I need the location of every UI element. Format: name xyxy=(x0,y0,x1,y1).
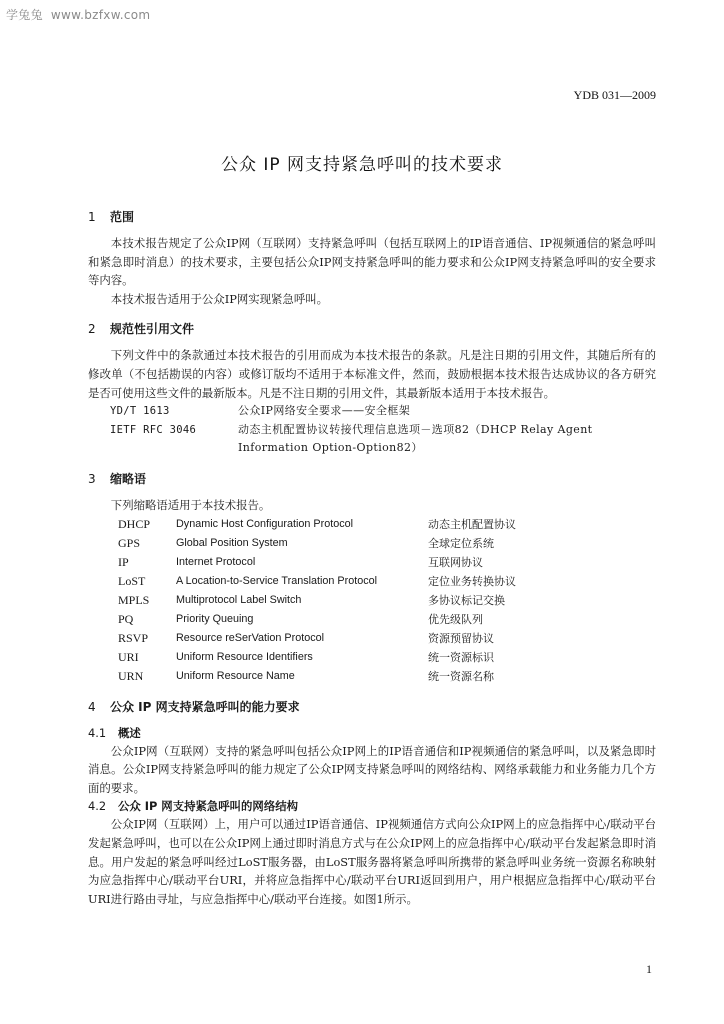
abbr-full: Uniform Resource Identifiers xyxy=(176,650,313,663)
section-3-heading xyxy=(88,470,656,488)
abbr-full: A Location-to-Service Translation Protocol xyxy=(176,574,378,587)
page-number: 1 xyxy=(646,962,652,976)
reference-name: 公众IP网络安全要求——安全框架 xyxy=(238,404,411,418)
subsection-title: 概述 xyxy=(118,725,141,740)
reference-code: IETF RFC 3046 xyxy=(110,423,197,436)
document-title: 公众 IP 网支持紧急呼叫的技术要求 xyxy=(220,155,504,175)
reference-row xyxy=(88,421,656,458)
abbr: MPLS xyxy=(118,592,150,607)
section-1-heading xyxy=(88,208,656,226)
abbr: DHCP xyxy=(118,516,151,531)
abbreviation-row xyxy=(118,534,656,553)
section-4-2-heading xyxy=(88,797,656,815)
abbr: IP xyxy=(118,554,129,569)
section-1-paragraph-2: 本技术报告适用于公众IP网实现紧急呼叫。 xyxy=(110,291,328,306)
abbreviation-row xyxy=(118,553,656,572)
abbr-full: Internet Protocol xyxy=(176,555,256,568)
abbr-chinese: 定位业务转换协议 xyxy=(428,574,516,588)
subsection-title: 公众 IP 网支持紧急呼叫的网络结构 xyxy=(118,799,298,814)
abbreviation-row xyxy=(118,648,656,667)
abbr: GPS xyxy=(118,535,141,550)
abbr: URI xyxy=(118,649,139,664)
abbr-full: Multiprotocol Label Switch xyxy=(176,593,302,606)
section-title: 规范性引用文件 xyxy=(110,322,195,337)
abbr: URN xyxy=(118,668,144,683)
reference-code: YD/T 1613 xyxy=(110,405,170,418)
subsection-number: 4.1 xyxy=(88,725,107,740)
section-2-heading xyxy=(88,320,656,338)
section-4-1-paragraph: 公众IP网（互联网）支持的紧急呼叫包括公众IP网上的IP语音通信和IP视频通信的紧急呼叫，以及紧急即时消息。公众IP网支持紧急呼叫的能力规定了公众IP网支持紧急呼叫的网络结构、网络承载能力和业务能力几个方面的要求。 xyxy=(88,743,656,795)
section-number: 2 xyxy=(88,322,96,337)
reference-name: 动态主机配置协议转接代理信息选项－选项82（DHCP Relay Agent Information Option-Option82） xyxy=(238,422,593,455)
section-number: 4 xyxy=(88,699,96,714)
abbr-full: Priority Queuing xyxy=(176,612,254,625)
section-number: 1 xyxy=(88,210,96,224)
document-code: YDB 031—2009 xyxy=(573,88,656,102)
abbr-chinese: 全球定位系统 xyxy=(428,536,494,550)
abbr-chinese: 统一资源标识 xyxy=(428,650,494,664)
abbr-chinese: 统一资源名称 xyxy=(428,669,494,683)
abbr-chinese: 多协议标记交换 xyxy=(428,593,505,607)
abbr-full: Resource reSerVation Protocol xyxy=(176,631,325,644)
watermark-name: 学兔兔 xyxy=(6,8,43,22)
abbr-chinese: 优先级队列 xyxy=(428,612,483,626)
abbreviation-row xyxy=(118,629,656,648)
reference-row xyxy=(88,402,656,421)
section-1-paragraph-1: 本技术报告规定了公众IP网（互联网）支持紧急呼叫（包括互联网上的IP语音通信、IP视频通信的紧急呼叫和紧急即时消息）的技术要求，主要包括公众IP网支持紧急呼叫的能力要求和公众IP网支持紧急呼叫的安全要求等内容。 xyxy=(88,236,656,288)
abbr-full: Global Position System xyxy=(176,536,288,549)
section-4-1-heading xyxy=(88,724,656,742)
section-title: 缩略语 xyxy=(110,471,147,486)
abbreviation-table xyxy=(118,515,656,686)
abbr-chinese: 动态主机配置协议 xyxy=(428,517,516,531)
abbreviation-row xyxy=(118,515,656,534)
watermark xyxy=(6,6,150,23)
abbreviation-row xyxy=(118,610,656,629)
section-title: 公众 IP 网支持紧急呼叫的能力要求 xyxy=(110,699,300,714)
abbreviation-row xyxy=(118,572,656,591)
watermark-url: www.bzfxw.com xyxy=(50,8,151,22)
subsection-number: 4.2 xyxy=(88,799,107,814)
section-number: 3 xyxy=(88,471,96,486)
abbr-full: Dynamic Host Configuration Protocol xyxy=(176,517,354,530)
abbreviation-row xyxy=(118,591,656,610)
abbr-chinese: 互联网协议 xyxy=(428,555,483,569)
abbr: LoST xyxy=(118,573,146,588)
document-body xyxy=(88,208,656,908)
abbr-full: Uniform Resource Name xyxy=(176,669,295,682)
abbreviation-intro: 下列缩略语适用于本技术报告。 xyxy=(110,497,271,512)
abbr: PQ xyxy=(118,611,134,626)
section-2-paragraph: 下列文件中的条款通过本技术报告的引用而成为本技术报告的条款。凡是注日期的引用文件，其随后所有的修改单（不包括勘误的内容）或修订版均不适用于本标准文件，然而，鼓励根据本技术报告达成协议的各方研究是否可使用这些文件的最新版本。凡是不注日期的引用文件，其最新版本适用于本技术报告。 xyxy=(88,348,656,400)
abbr-chinese: 资源预留协议 xyxy=(428,631,494,645)
abbr: RSVP xyxy=(118,630,149,645)
abbreviation-row xyxy=(118,667,656,686)
section-4-heading xyxy=(88,698,656,716)
section-4-2-paragraph: 公众IP网（互联网）上，用户可以通过IP语音通信、IP视频通信方式向公众IP网上的应急指挥中心/联动平台发起紧急呼叫，也可以在公众IP网上通过即时消息方式与在公众IP网上的应急指挥中心/联动平台发起紧急即时消息。用户发起的紧急呼叫经过LoST服务器，由LoST服务器将紧急呼叫所携带的紧急呼叫业务统一资源名称映射为应急指挥中心/联动平台URI，并将应急指挥中心/联动平台URI返回到用户，用户根据应急指挥中心/联动平台URI进行路由寻址，与应急指挥中心/联动平台连接。如图1所示。 xyxy=(88,817,656,906)
section-title: 范围 xyxy=(110,210,135,224)
